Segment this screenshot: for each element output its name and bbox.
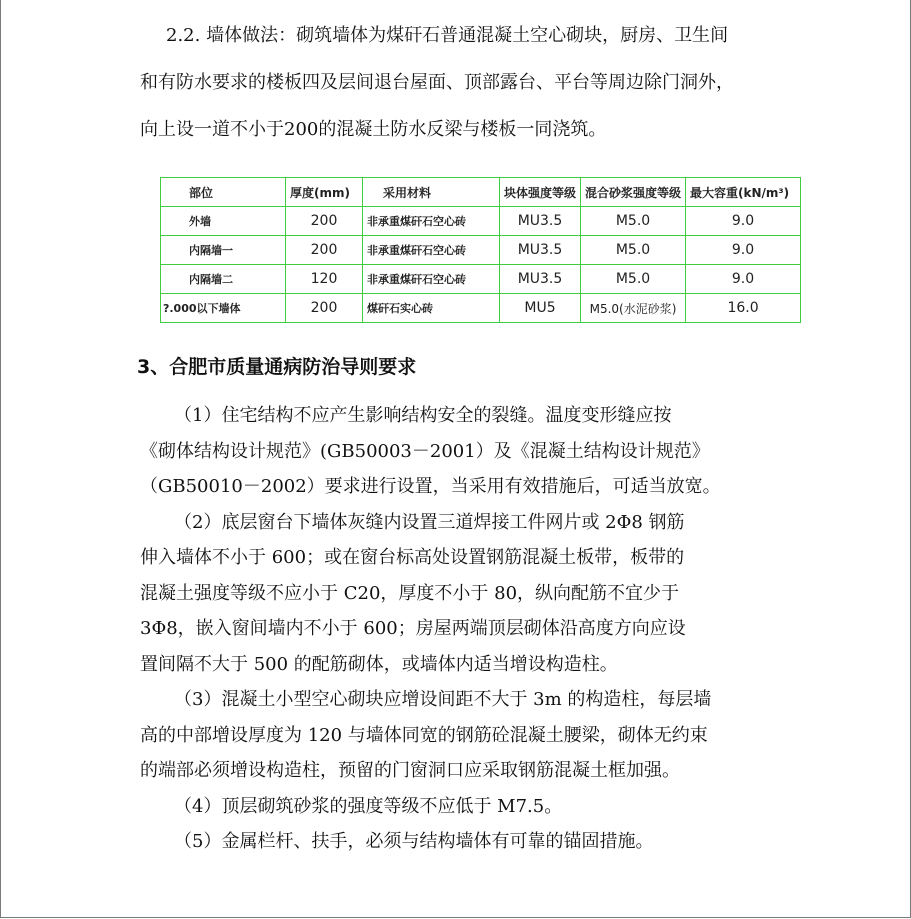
- table-row: [161, 207, 801, 236]
- text-line: 伸入墙体不小于 600；或在窗台标高处设置钢筋混凝土板带，板带的: [140, 547, 685, 568]
- cell: 内隔墙二: [161, 265, 286, 294]
- cell: 非承重煤矸石空心砖: [363, 265, 500, 294]
- cell: 200: [286, 236, 363, 265]
- cell: 9.0: [686, 265, 801, 294]
- text-line: 2.2. 墙体做法：砌筑墙体为煤矸石普通混凝土空心砌块，厨房、卫生间: [166, 25, 729, 46]
- section-3-body: [140, 398, 780, 860]
- text-line: 3Φ8，嵌入窗间墙内不小于 600；房屋两端顶层砌体沿高度方向应设: [140, 618, 686, 639]
- cell: 9.0: [686, 207, 801, 236]
- header-cell: 厚度(mm): [286, 178, 363, 207]
- cell: 非承重煤矸石空心砖: [363, 236, 500, 265]
- text-line: （3）混凝土小型空心砌块应增设间距不大于 3m 的构造柱，每层墙: [174, 689, 712, 710]
- text-line: 和有防水要求的楼板四及层间退台屋面、顶部露台、平台等周边除门洞外，: [140, 72, 734, 93]
- cell: MU3.5: [500, 265, 581, 294]
- text-line: 的端部必须增设构造柱，预留的门窗洞口应采取钢筋混凝土框加强。: [140, 760, 680, 781]
- text-line: 向上设一道不小于200的混凝土防水反梁与楼板一同浇筑。: [140, 119, 607, 140]
- text-line: （GB50010－2002）要求进行设置，当采用有效措施后，可适当放宽。: [140, 476, 721, 497]
- header-cell: 最大容重(kN/m³): [686, 178, 801, 207]
- text-line: （1）住宅结构不应产生影响结构安全的裂缝。温度变形缝应按: [174, 405, 672, 426]
- cell: 200: [286, 207, 363, 236]
- cell: MU3.5: [500, 207, 581, 236]
- cell: MU5: [500, 294, 581, 323]
- cell: 200: [286, 294, 363, 323]
- text-line: 混凝土强度等级不应小于 C20，厚度不小于 80，纵向配筋不宜少于: [140, 582, 680, 604]
- cell: 外墙: [161, 207, 286, 236]
- cell: MU3.5: [500, 236, 581, 265]
- cell: 内隔墙一: [161, 236, 286, 265]
- header-cell: 采用材料: [363, 178, 500, 207]
- section-2-2-paragraph: [140, 12, 772, 153]
- cell: M5.0: [581, 207, 686, 236]
- text-line: （4）顶层砌筑砂浆的强度等级不应低于 M7.5。: [174, 795, 563, 817]
- table-row: [161, 265, 801, 294]
- text-line: 置间隔不大于 500 的配筋砌体，或墙体内适当增设构造柱。: [140, 653, 618, 675]
- cell: 120: [286, 265, 363, 294]
- header-cell: 混合砂浆强度等级: [581, 178, 686, 207]
- table-row: [161, 294, 801, 323]
- cell: M5.0: [581, 265, 686, 294]
- text-line: 《砌体结构设计规范》(GB50003－2001）及《混凝土结构设计规范》: [140, 440, 710, 462]
- header-cell: 部位: [161, 178, 286, 207]
- wall-materials-table: [160, 177, 801, 323]
- table-header-row: [161, 178, 801, 207]
- section-3-heading: 3、合肥市质量通病防治导则要求: [137, 356, 417, 378]
- cell: 9.0: [686, 236, 801, 265]
- cell: 16.0: [686, 294, 801, 323]
- cell: M5.0(水泥砂浆): [581, 294, 686, 323]
- text-line: （5）金属栏杆、扶手，必须与结构墙体有可靠的锚固措施。: [174, 831, 654, 852]
- cell: M5.0: [581, 236, 686, 265]
- header-cell: 块体强度等级: [500, 178, 581, 207]
- text-line: 高的中部增设厚度为 120 与墙体同宽的钢筋砼混凝土腰梁，砌体无约束: [140, 724, 708, 746]
- cell: 煤矸石实心砖: [363, 294, 500, 323]
- cell: 非承重煤矸石空心砖: [363, 207, 500, 236]
- table-row: [161, 236, 801, 265]
- cell: ?.000以下墙体: [161, 294, 286, 323]
- text-line: （2）底层窗台下墙体灰缝内设置三道焊接工件网片或 2Φ8 钢筋: [174, 511, 685, 533]
